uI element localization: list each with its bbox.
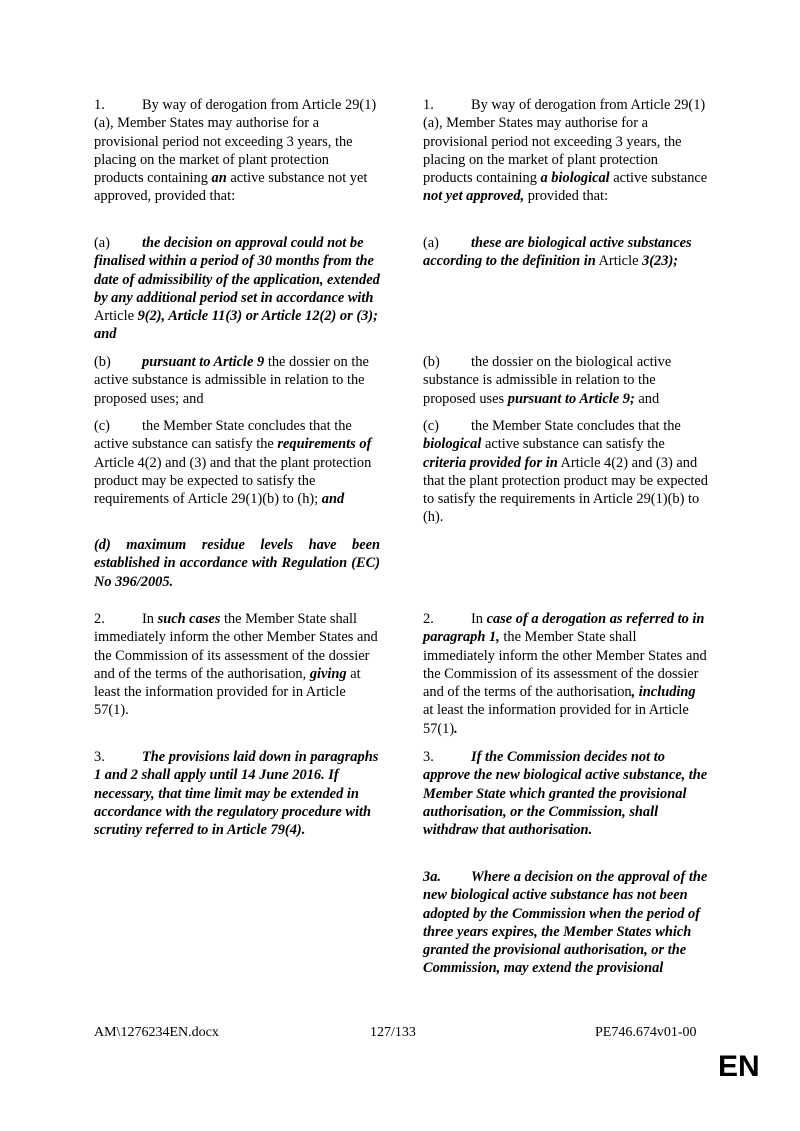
footer-pe-ref: PE746.674v01-00 — [595, 1025, 697, 1040]
right-para-a: (a) these are biological active substances according to the definition in Article 3(23); — [423, 235, 692, 270]
left-para-d: (d) maximum residue levels have been established in accordance with Regulation (EC) No 396/2005. — [94, 537, 380, 590]
left-para-b: (b) pursuant to Article 9 the dossier on the active substance is admissible in relation to the proposed uses; and — [94, 354, 369, 407]
right-para-b: (b) the dossier on the biological active substance is admissible in relation to the proposed uses pursuant to Article 9; and — [423, 354, 672, 407]
footer-page-number: 127/133 — [370, 1025, 416, 1040]
right-para-3a: 3a. Where a decision on the approval of the new biological active substance has not been adopted by the Commission when the period of three years expires, the Member States which granted the provisional authorisation, or the Commission, may extend the provisional — [423, 869, 708, 977]
left-para-a: (a) the decision on approval could not be finalised within a period of 30 months from the date of admissibility of the application, extended by any additional period set in accordance with Article 9(2), Article 11(3) or Article 12(2) or (3); and — [94, 235, 380, 343]
left-para-2: 2. In such cases the Member State shall immediately inform the other Member States and the Commission of its assessment of the dossier and of the terms of the authorisation, giving at least the information provided for in Article 57(1). — [94, 611, 378, 719]
right-para-c: (c) the Member State concludes that the biological active substance can satisfy the criteria provided for in Article 4(2) and (3) and that the plant protection product may be expected to satisfy the requirements in Article 29(1)(b) to (h). — [423, 418, 708, 526]
right-para-3: 3. If the Commission decides not to approve the new biological active substance, the Member State which granted the provisional authorisation, or the Commission, shall withdraw that authorisation. — [423, 749, 708, 839]
left-para-c: (c) the Member State concludes that the active substance can satisfy the requirements of Article 4(2) and (3) and that the plant protection product may be expected to satisfy the requirements of Article 29(1)(b) to (h); and — [94, 418, 372, 508]
left-para-3: 3. The provisions laid down in paragraphs 1 and 2 shall apply until 14 June 2016. If necessary, that time limit may be extended in accordance with the regulatory procedure with scrutiny referred to in Article 79(4). — [94, 749, 379, 839]
footer-doc-ref: AM\1276234EN.docx — [94, 1025, 219, 1040]
left-para-1: 1. By way of derogation from Article 29(1)(a), Member States may authorise for a provisional period not exceeding 3 years, the placing on the market of plant protection products containing an active substance not yet approved, provided that: — [94, 97, 377, 205]
right-para-1: 1. By way of derogation from Article 29(1)(a), Member States may authorise for a provisional period not exceeding 3 years, the placing on the market of plant protection products containing a biological active substance not yet approved, provided that: — [423, 97, 708, 205]
language-code: EN — [718, 1050, 760, 1083]
right-para-2: 2. In case of a derogation as referred to in paragraph 1, the Member State shall immediately inform the other Member States and the Commission of its assessment of the dossier and of the terms of the authorisation, including at least the information provided for in Article 57(1). — [423, 611, 707, 737]
